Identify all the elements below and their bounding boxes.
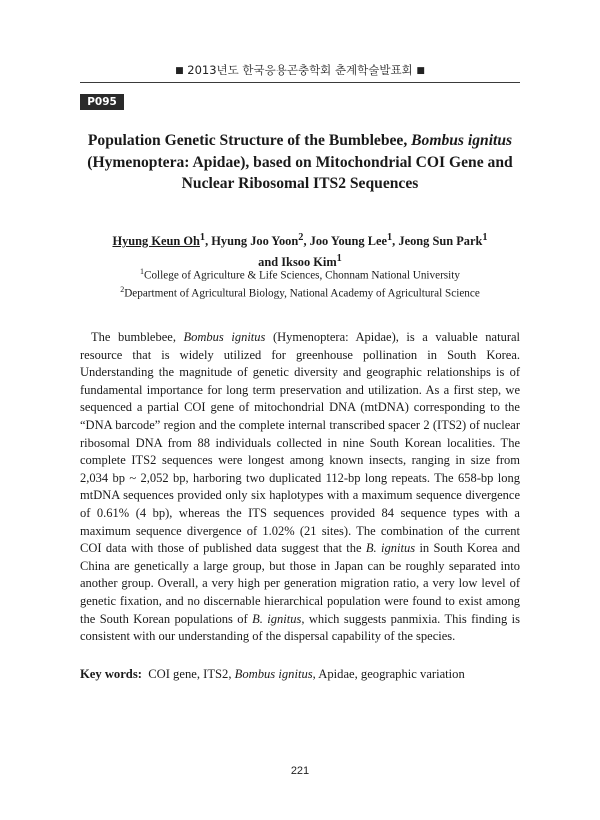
affiliation (80, 283, 520, 301)
abstract-body (80, 329, 520, 646)
keywords-text: , Apidae, geographic variation (312, 667, 465, 681)
abstract-text: in South Korea and China are genetically a large group, but those in Japan can be roughly separated into another group. Overall, a very high per generation migration ratio, a very low level of genetic fixation, and no discernable hierarchical population were found to exist among the South Korean populations of (80, 541, 521, 626)
header-marker-right: ■ (416, 66, 425, 76)
conference-name: 2013년도 한국응용곤충학회 춘계학술발표회 (187, 63, 413, 77)
keywords-species: Bombus ignitus (234, 667, 313, 681)
affiliation-list (80, 265, 520, 301)
author-affil-sup: 2 (298, 232, 304, 243)
poster-id-badge: P095 (80, 94, 124, 110)
keywords-text: COI gene, ITS2, (148, 667, 235, 681)
affiliation-text: College of Agriculture & Life Sciences, Chonnam National University (144, 269, 460, 282)
author-name: Hyung Keun Oh (112, 234, 200, 249)
header-divider (80, 82, 520, 83)
affiliation-sup: 1 (140, 267, 144, 276)
author-name: Jeong Sun Park (398, 234, 483, 249)
author-name: Joo Young Lee (309, 234, 387, 249)
affiliation-text: Department of Agricultural Biology, National Academy of Agricultural Science (124, 287, 480, 300)
affiliation (80, 265, 520, 283)
abstract-text: , which suggests panmixia. This finding is consistent with our understanding of the dispersal capability of the species. (80, 611, 520, 644)
abstract-text: The bumblebee, (91, 330, 184, 344)
author-affil-sup: 1 (199, 232, 206, 243)
title-species: Bombus ignitus (411, 132, 513, 149)
page-number: 221 (290, 765, 310, 777)
keywords (80, 667, 520, 682)
abstract-species: B. ignitus (365, 541, 416, 556)
running-header (0, 62, 600, 78)
abstract-text: (Hymenoptera: Apidae), is a valuable natural resource that is widely utilized for greenhouse pollination in South Korea. Understanding the magnitude of genetic diversity and geographic relationships is of fundamental importance for long term preservation and utilization. As a first step, we sequenced a partial COI gene of mitochondrial DNA (mtDNA) corresponding to the “DNA barcode” region and the complete internal transcribed spacer 2 (ITS2) of nuclear ribosomal DNA from 88 individuals collected in nine South Korean localities. The complete ITS2 sequences were longest among known insects, ranging in size from 2,034 bp ~ 2,052 bp, harboring two duplicated 112-bp long repeats. The 658-bp long mtDNA sequences provided only six haplotypes with a maximum sequence divergence of 0.61% (4 bp), whereas the ITS sequences provided 84 sequence types with a maximum sequence divergence of 1.02% (21 sites). The combination of the current COI data with those of published data suggest that the (80, 330, 521, 556)
title-line-1 (88, 132, 512, 149)
author-affil-sup: 1 (336, 253, 342, 265)
title-text: Population Genetic Structure of the Bumblebee, (87, 132, 412, 149)
title-line-3: Nuclear Ribosomal ITS2 Sequences (181, 175, 419, 192)
title-line-2: (Hymenoptera: Apidae), based on Mitochondrial COI Gene and (87, 153, 513, 171)
author-affil-sup: 1 (387, 232, 393, 243)
header-marker-left: ■ (175, 66, 184, 76)
keywords-label: Key words: (80, 667, 142, 681)
paper-title (80, 130, 520, 195)
author-name: Hyung Joo Yoon (211, 234, 299, 249)
abstract-species: Bombus ignitus (183, 330, 266, 344)
author-separator: , (392, 234, 399, 249)
author-name: and Iksoo Kim (258, 255, 337, 270)
author-separator: , (205, 234, 212, 249)
affiliation-sup: 2 (120, 285, 125, 295)
abstract-species: B. ignitus (252, 611, 302, 626)
author-affil-sup: 1 (482, 232, 488, 243)
author-separator: , (303, 234, 310, 249)
